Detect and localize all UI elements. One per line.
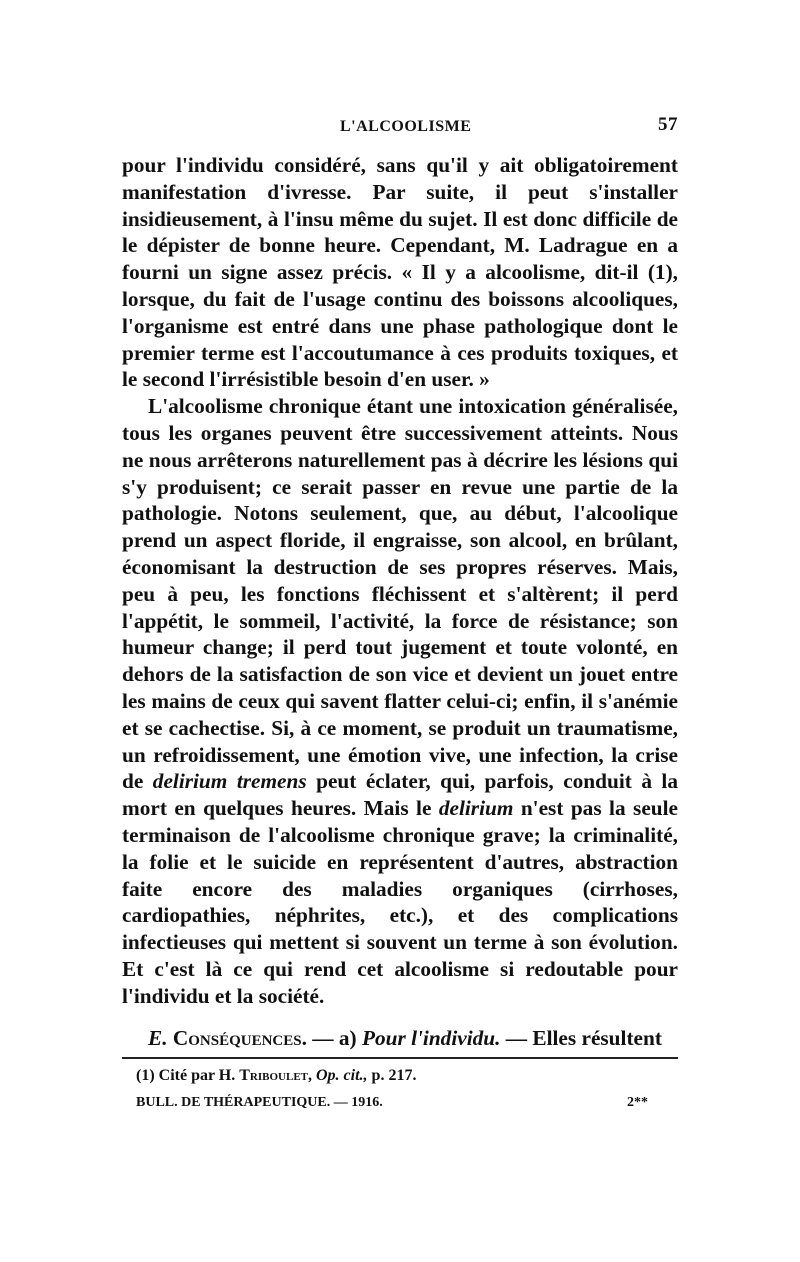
paragraph-2	[122, 393, 678, 1009]
footnote-author: Triboulet,	[239, 1066, 312, 1084]
section-subheading: Pour l'individu.	[361, 1025, 501, 1050]
footnote-marker: (1)	[136, 1066, 155, 1084]
footnote-work: Op. cit.,	[316, 1066, 368, 1084]
page	[122, 112, 678, 1119]
section-rest: — Elles résultent	[505, 1025, 662, 1050]
paragraph-2-part-a: L'alcoolisme chronique étant une intoxication généralisée, tous les organes peuvent être successivement atteints. Nous ne nous arrêterons naturellement pas à décrire les lésions qui s'y produisent; ce serait passer en revue une partie de la pathologie. Notons seulement, que, au début, l'alcoolique prend un aspect floride, il engraisse, son alcool, en brûlant, économisant la destruction de ses propres réserves. Mais, peu à peu, les fonctions fléchissent et s'altèrent; il perd l'appétit, le sommeil, l'activité, la force de résistance; son humeur change; il perd tout jugement et toute volonté, en dehors de la satisfaction de son vice et devient un jouet entre les mains de ceux qui savent flatter celui-ci; enfin, il s'anémie et se cachectise. Si, à ce moment, se produit un traumatisme, un refroidissement, une émotion vive, une infection, la crise de	[122, 394, 678, 794]
footnote-page: p. 217.	[371, 1066, 417, 1084]
page-number: 57	[658, 114, 678, 135]
footnote-rule	[122, 1057, 678, 1059]
section-letter: E.	[148, 1025, 168, 1050]
footnote-text: Cité par H.	[158, 1066, 236, 1084]
section-dash: — a)	[312, 1025, 357, 1050]
section-title: Conséquences.	[172, 1025, 307, 1050]
body-text	[122, 152, 678, 1010]
paragraph-1: pour l'individu considéré, sans qu'il y ait obligatoirement manifestation d'ivresse. Par suite, il peut s'installer insidieusement, à l'insu même du sujet. Il est donc difficile de le dépister de bonne heure. Cependant, M. Ladrague en a fourni un signe assez précis. « Il y a alcoolisme, dit-il (1), lorsque, du fait de l'usage continu des boissons alcooliques, l'organisme est entré dans une phase pathologique dont le premier terme est l'accoutumance à ces produits toxiques, et le second l'irrésistible besoin d'en user. »	[122, 153, 678, 392]
sheet-signature: 2**	[627, 1094, 648, 1110]
running-head	[122, 112, 678, 142]
signature-line	[122, 1095, 678, 1119]
emphasis-delirium: delirium	[438, 796, 514, 821]
footnote	[122, 1067, 678, 1085]
paragraph-2-part-b: peut éclater, qui, parfois, conduit à la mort en quelques heures. Mais le	[122, 769, 679, 821]
emphasis-delirium-tremens: delirium tremens	[152, 769, 307, 794]
paragraph-2-part-c: n'est pas la seule terminaison de l'alcoolisme chronique grave; la criminalité, la folie et le suicide en représentent d'autres, abstraction faite encore des maladies organiques (cirrhoses, cardiopathies, néphrites, etc.), et des complications infectieuses qui mettent si souvent un terme à son évolution. Et c'est là ce qui rend cet alcoolisme si redoutable pour l'individu et la société.	[122, 796, 678, 1008]
running-title: L'ALCOOLISME	[340, 118, 472, 135]
section-heading	[122, 1026, 678, 1051]
journal-signature: BULL. DE THÉRAPEUTIQUE. — 1916.	[136, 1094, 383, 1110]
